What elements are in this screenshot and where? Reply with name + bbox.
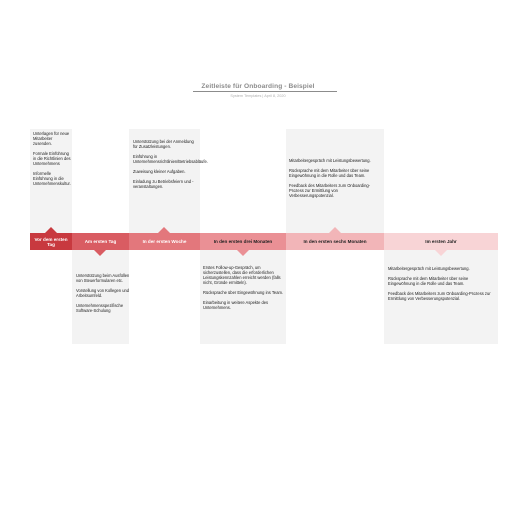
task-item: Unternehmensspezifische Software-Schulung [76,303,124,313]
task-item: Feedback des Mitarbeiters zum Onboarding-Prozess zur Ermittlung von Verbesserungspotenzial. [388,291,491,301]
panel-first-day-text [76,273,130,318]
timeline-segment-first-six-months [286,233,384,250]
panel-first-year-text [388,266,496,306]
page-title: Zeitleiste für Onboarding - Beispiel [201,83,315,90]
task-item: Unterstützung bei der Anmeldung für Zusatzleistungen. [133,139,194,149]
pointer-down-marker [94,250,106,256]
task-item: Unterstützung beim Ausfüllen von Steuerformularen etc. [76,273,130,283]
task-item: Einführung in Unternehmensrichtlinien/Betriebsabläufe. [133,154,208,164]
timeline-segment-first-week [129,233,200,250]
task-item: Unterlagen für neue Mitarbeiter zusenden. [33,131,70,146]
task-item: Rücksprache mit dem Mitarbeiter über seine Eingewöhnung in die Rolle und das Team. [388,276,469,286]
stage-label: Vor dem ersten Tag [34,236,68,247]
task-item: Erstes Follow-up-Gespräch, um sicherzustellen, dass die erforderlichen Leistungskennzahlen erreicht werden (falls nicht, Gründe ermitteln). [203,265,281,285]
task-item: Einladung zu Betriebsfeiern und -veranstaltungen. [133,179,194,189]
task-item: Vorstellung von Kollegen und Arbeitsumfeld. [76,288,130,298]
task-item: Mitarbeitergespräch mit Leistungsbewertung. [289,158,371,163]
panel-before-first-day-text [33,131,71,191]
stage-label: Am ersten Tag [84,239,117,244]
task-item: Mitarbeitergespräch mit Leistungsbewertung. [388,266,470,271]
task-item: Zuweisung kleiner Aufgaben. [133,169,186,174]
timeline-segment-first-year [384,233,498,250]
panel-first-week-text [133,139,208,194]
stage-label: In den ersten sechs Monaten [303,239,367,244]
timeline-segment-first-three-months [200,233,286,250]
task-item: Einarbeitung in weitere Aspekte des Unternehmens. [203,300,269,310]
pointer-up-marker [158,227,170,233]
stage-label: Im ersten Jahr [425,239,457,244]
stage-label: In den ersten drei Monaten [213,239,273,244]
pointer-up-marker [329,227,341,233]
timeline-segment-before-first-day [30,233,72,250]
task-item: Rücksprache mit dem Mitarbeiter über seine Eingewöhnung in die Rolle und das Team. [289,168,370,178]
task-item: Feedback des Mitarbeiters zum Onboarding-Prozess zur Ermittlung von Verbesserungspotenzial. [289,183,371,198]
pointer-down-marker [435,250,447,256]
pointer-down-marker [237,250,249,256]
task-item: Informelle Einführung in die Unternehmenskultur. [33,171,71,186]
pointer-up-marker [45,227,57,233]
title-underline [193,91,337,92]
task-item: Rücksprache über Eingewöhnung ins Team. [203,290,284,295]
timeline-segment-first-day [72,233,129,250]
panel-first-three-months-text [203,265,285,315]
panel-first-six-months-text [289,158,383,203]
page-subtitle: System Templates | April 8, 2020 [230,94,286,98]
task-item: Formale Einführung in die Richtlinien des Unternehmens [33,151,71,166]
stage-label: In der ersten Woche [142,239,187,244]
